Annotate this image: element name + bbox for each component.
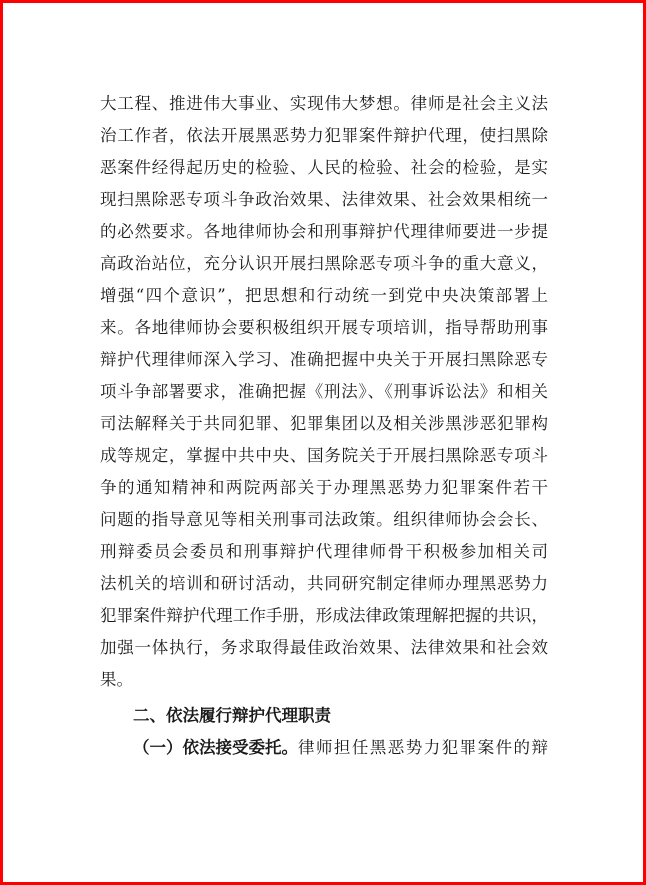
section-heading: 二、依法履行辩护代理职责 [133,706,331,725]
text-line: 辩护代理律师深入学习、准确把握中央关于开展扫黑除恶专 [100,350,548,369]
text-line: 增强“四个意识”，把思想和行动统一到党中央决策部署上 [100,286,548,305]
text-line: 法机关的培训和研讨活动，共同研究制定律师办理黑恶势力 [100,574,548,593]
text-line: 成等规定，掌握中共中央、国务院关于开展扫黑除恶专项斗 [100,446,548,465]
text-line: 治工作者，依法开展黑恶势力犯罪案件辩护代理，使扫黑除 [100,126,548,145]
text-line: 高政治站位，充分认识开展扫黑除恶专项斗争的重大意义， [100,254,548,273]
text-line: 现扫黑除恶专项斗争政治效果、法律效果、社会效果相统一 [100,190,548,209]
text-line: 司法解释关于共同犯罪、犯罪集团以及相关涉黑涉恶犯罪构 [100,414,548,433]
paragraph [100,88,548,696]
text-line: 大工程、推进伟大事业、实现伟大梦想。律师是社会主义法 [100,94,548,113]
text-line: 的必然要求。各地律师协会和刑事辩护代理律师要进一步提 [100,222,548,241]
text-line: 加强一体执行，务求取得最佳政治效果、法律效果和社会效 [100,638,548,657]
subsection-line [100,732,548,764]
subsection-text: 律师担任黑恶势力犯罪案件的辩 [298,738,548,757]
text-line: 来。各地律师协会要积极组织开展专项培训，指导帮助刑事 [100,318,548,337]
subsection-title: （一）依法接受委托。 [133,738,298,757]
text-line: 犯罪案件辩护代理工作手册，形成法律政策理解把握的共识， [100,606,548,625]
text-line: 争的通知精神和两院两部关于办理黑恶势力犯罪案件若干 [100,478,548,497]
text-line: 刑辩委员会委员和刑事辩护代理律师骨干积极参加相关司 [100,542,548,561]
text-line: 恶案件经得起历史的检验、人民的检验、社会的检验，是实 [100,158,548,177]
text-line: 项斗争部署要求，准确把握《刑法》、《刑事诉讼法》和相关 [100,382,548,401]
text-line: 问题的指导意见等相关刑事司法政策。组织律师协会会长、 [100,510,548,529]
document-body [100,88,548,764]
text-line: 果。 [100,670,133,689]
